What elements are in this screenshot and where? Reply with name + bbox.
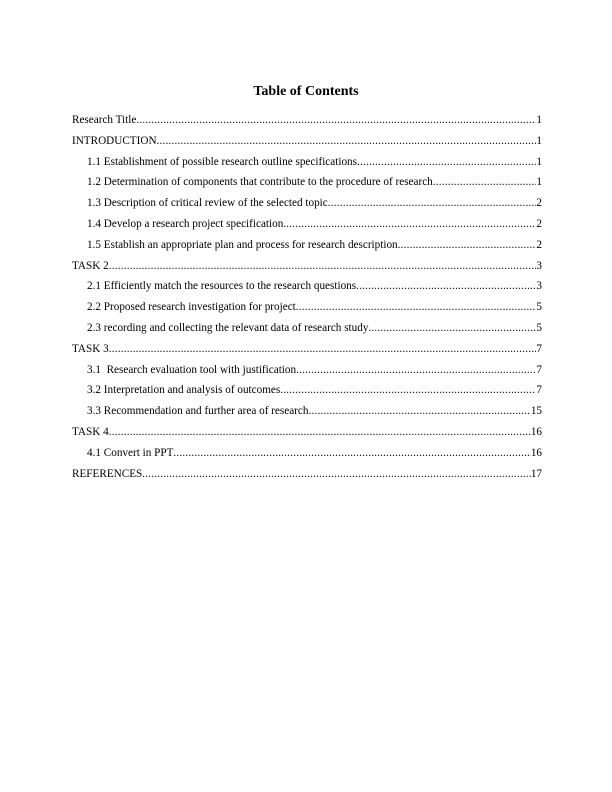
toc-leader-dots [357, 152, 536, 173]
toc-page-number: 1 [536, 114, 542, 126]
toc-page-number: 2 [536, 238, 542, 251]
toc-entry-introduction[interactable] [72, 131, 542, 152]
toc-entry-task-4[interactable] [72, 422, 542, 443]
toc-page-number: 1 [536, 134, 542, 147]
toc-leader-dots [173, 443, 530, 464]
toc-entry-2-2[interactable] [72, 297, 542, 318]
toc-entry-text: 1.5 Establish an appropriate plan and process for research description [87, 235, 398, 256]
toc-leader-dots [136, 110, 536, 131]
toc-entry-task-3[interactable] [72, 339, 542, 360]
toc-leader-dots [283, 214, 536, 235]
toc-leader-dots [109, 256, 537, 277]
toc-entry-text: TASK 3 [72, 339, 109, 360]
toc-entry-2-1[interactable] [72, 276, 542, 297]
toc-entry-references[interactable] [72, 464, 542, 485]
toc-list [72, 110, 542, 484]
toc-entry-text: REFERENCES [72, 464, 142, 485]
toc-entry-text: 3.2 Interpretation and analysis of outcomes [87, 380, 280, 401]
toc-page-number: 2 [536, 197, 542, 210]
toc-entry-3-2[interactable] [72, 380, 542, 401]
toc-entry-text: 2.2 Proposed research investigation for project [87, 297, 296, 318]
toc-entry-text: 1.3 Description of critical review of the selected topic [87, 193, 328, 214]
toc-entry-1-3[interactable] [72, 193, 542, 214]
toc-leader-dots [328, 193, 537, 214]
toc-entry-text: 2.1 Efficiently match the resources to the research questions [87, 276, 356, 297]
toc-page-number: 7 [536, 342, 542, 355]
toc-entry-text: 4.1 Convert in PPT [87, 443, 173, 464]
toc-leader-dots [433, 172, 537, 193]
toc-leader-dots [142, 464, 531, 485]
toc-entry-text: TASK 4 [72, 422, 109, 443]
toc-entry-text: 1.2 Determination of components that contribute to the procedure of research [87, 172, 433, 193]
toc-leader-dots [356, 276, 536, 297]
toc-entry-4-1[interactable] [72, 443, 542, 464]
toc-entry-text: 1.1 Establishment of possible research outline specifications [87, 152, 357, 173]
toc-page-number: 2 [536, 217, 542, 230]
toc-page-number: 5 [536, 301, 542, 314]
toc-page-number: 7 [536, 384, 542, 397]
toc-entry-text: INTRODUCTION [72, 131, 157, 152]
page-title: Table of Contents [253, 84, 359, 99]
toc-entry-text: 2.3 recording and collecting the relevant data of research study [87, 318, 368, 339]
toc-page-number: 17 [530, 467, 542, 480]
toc-entry-text: TASK 2 [72, 256, 109, 277]
toc-page-number: 1 [536, 155, 542, 168]
toc-entry-text: 3.3 Recommendation and further area of research [87, 401, 308, 422]
toc-page-number: 5 [536, 321, 542, 334]
toc-entry-research-title[interactable] [72, 110, 542, 131]
toc-page-number: 7 [536, 363, 542, 376]
toc-page-number: 15 [530, 405, 542, 418]
toc-page-number: 1 [536, 176, 542, 189]
toc-leader-dots [368, 318, 536, 339]
toc-leader-dots [109, 422, 531, 443]
toc-entry-3-3[interactable] [72, 401, 542, 422]
toc-entry-2-3[interactable] [72, 318, 542, 339]
toc-entry-1-5[interactable] [72, 235, 542, 256]
toc-entry-text: 1.4 Develop a research project specification [87, 214, 283, 235]
toc-page-number: 3 [536, 259, 542, 272]
toc-entry-1-2[interactable] [72, 172, 542, 193]
toc-leader-dots [296, 360, 536, 381]
toc-entry-3-1[interactable] [72, 360, 542, 381]
toc-page-number: 3 [536, 280, 542, 293]
toc-entry-text: Research Title [72, 110, 136, 131]
toc-entry-text: 3.1 Research evaluation tool with justification [87, 360, 296, 381]
toc-entry-1-1[interactable] [72, 152, 542, 173]
toc-leader-dots [280, 380, 536, 401]
toc-leader-dots [157, 131, 537, 152]
toc-entry-task-2[interactable] [72, 256, 542, 277]
toc-entry-1-4[interactable] [72, 214, 542, 235]
toc-leader-dots [308, 401, 530, 422]
toc-leader-dots [296, 297, 537, 318]
toc-page-number: 16 [530, 446, 542, 459]
toc-page-number: 16 [530, 425, 542, 438]
toc-leader-dots [398, 235, 537, 256]
toc-leader-dots [109, 339, 537, 360]
